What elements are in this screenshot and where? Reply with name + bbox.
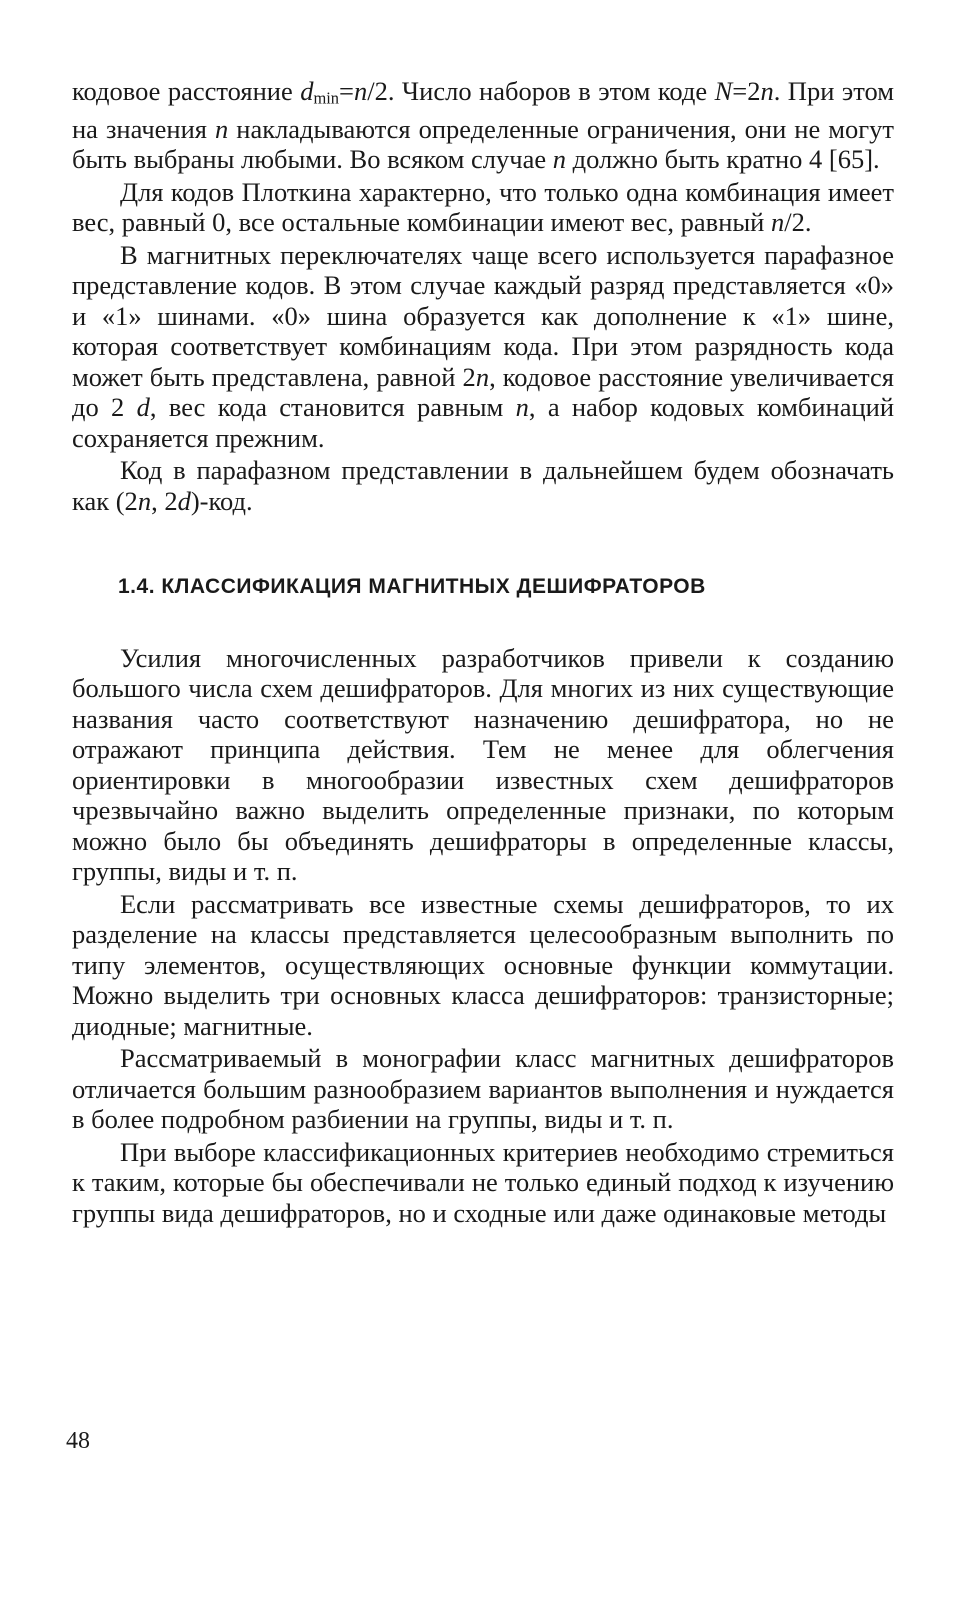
italic-symbol: n: [515, 392, 529, 423]
paragraph-magnetic-class: Рассматриваемый в монографии класс магнитных дешифраторов отличается большим разнообразием вариантов выполнения и нуждается в более подробном разбиении на группы, виды и т. п.: [72, 1043, 894, 1135]
italic-symbol: n: [137, 485, 152, 516]
paragraph-paraphase-representation: В магнитных переключателях чаще всего используется парафазное представление кодов. В этом случае каждый разряд представляется «0» и «1» шинами. «0» шина образуется как дополнение к «1» шине, которая соответствует комбинациям кода. При этом разрядность кода может быть представлена, равной 2n, кодовое расстояние увеличивается до 2 d, вес кода становится равным n, а набор кодовых комбинаций сохраняется прежним.: [72, 239, 895, 453]
italic-symbol: N: [714, 76, 733, 106]
italic-symbol: n: [552, 144, 567, 175]
paragraph-classes-by-elements: Если рассматривать все известные схемы дешифраторов, то их разделение на классы представляется целесообразным выполнить по типу элементов, осуществляющих основные функции коммутации. Можно выделить три основных класса дешифраторов: транзисторные; диодные; магнитные.: [72, 888, 894, 1041]
paragraph-plotkin-code-distance: кодовое расстояние $d_{min}=n/2$. Число наборов в этом коде N=2n. При этом на значения n накладываются определенные ограничения, они не могут быть выбраны любыми. Во всяком случае n должно быть кратно 4 [65].: [72, 76, 894, 175]
paragraph-classification-criteria: При выборе классификационных критериев необходимо стремиться к таким, которые бы обеспечивали не только единый подход к изучению группы вида дешифраторов, но и сходные или даже одинаковые методы: [72, 1136, 894, 1228]
italic-symbol: n: [771, 207, 785, 238]
paragraph-many-decoders: Усилия многочисленных разработчиков привели к созданию большого числа схем дешифраторов. Для многих из них существующие названия часто соответствуют назначению дешифратора, но не отражают принципа действия. Тем не менее для облегчения ориентировки в многообразии известных схем дешифраторов чрезвычайно важно выделить определенные признаки, по которым можно было бы объединять дешифраторы в определенные классы, группы, виды и т. п.: [72, 642, 894, 887]
italic-symbol: n: [760, 76, 774, 106]
page-body: [72, 76, 894, 1230]
paragraph-paraphase-notation: Код в парафазном представлении в дальнейшем будем обозначать как (2n, 2d)-код.: [72, 455, 894, 516]
italic-symbol: d: [136, 392, 150, 423]
italic-symbol: n: [353, 76, 368, 106]
section-heading: 1.4. КЛАССИФИКАЦИЯ МАГНИТНЫХ ДЕШИФРАТОРОВ: [118, 575, 706, 599]
paragraph-plotkin-weights: Для кодов Плоткина характерно, что только одна комбинация имеет вес, равный 0, все остальные комбинации имеют вес, равный n/2.: [72, 176, 894, 238]
subscript-text: min: [313, 88, 340, 108]
italic-symbol: d: [300, 76, 314, 106]
italic-symbol: n: [214, 113, 229, 144]
page-number: 48: [66, 1428, 90, 1454]
italic-symbol: d: [177, 485, 191, 516]
italic-symbol: n: [475, 361, 490, 392]
